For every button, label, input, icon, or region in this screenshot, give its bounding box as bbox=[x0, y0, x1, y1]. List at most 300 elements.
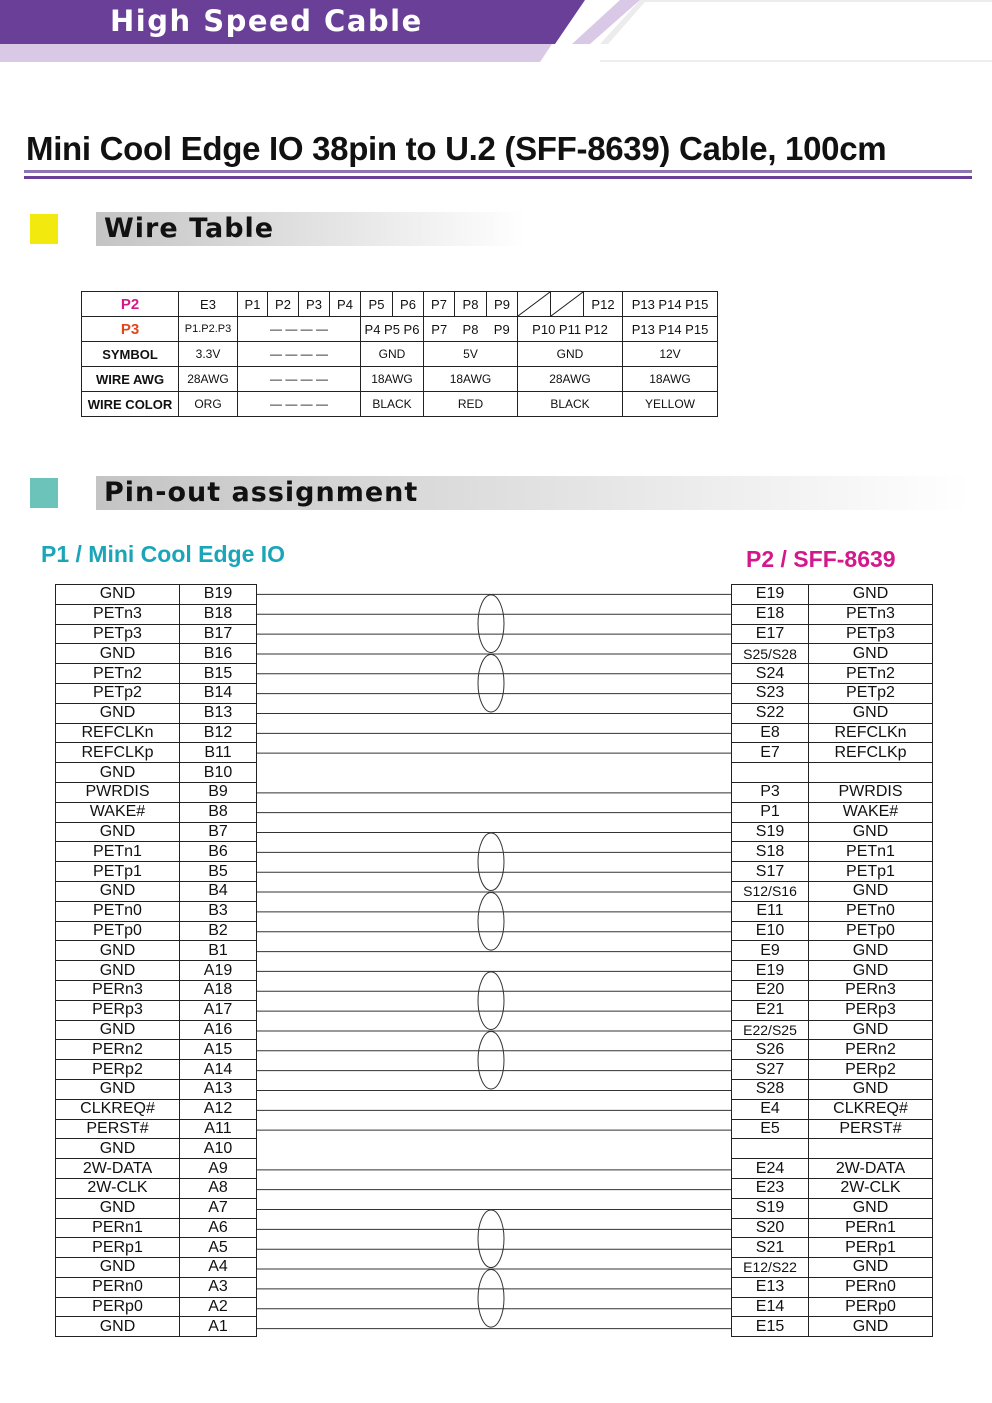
empty-diagonal-cell bbox=[551, 292, 584, 317]
twisted-pair-marker bbox=[478, 1031, 504, 1089]
table-cell: P1.P2.P3 bbox=[179, 317, 238, 342]
pin-number: E21 bbox=[732, 1000, 809, 1020]
p2-pin-table bbox=[731, 584, 933, 1337]
signal-name: GND bbox=[56, 644, 180, 664]
pin-number: B11 bbox=[180, 743, 257, 763]
signal-name: PETn0 bbox=[56, 901, 180, 921]
pin-number: B14 bbox=[180, 683, 257, 703]
p2-connector-title: P2 / SFF-8639 bbox=[746, 546, 896, 572]
pin-row bbox=[732, 1198, 933, 1218]
pin-row bbox=[732, 1297, 933, 1317]
pin-number: B9 bbox=[180, 782, 257, 802]
signal-name: GND bbox=[56, 1317, 180, 1337]
pin-row bbox=[56, 703, 257, 723]
signal-name bbox=[809, 1139, 933, 1159]
table-cell: P8 bbox=[455, 292, 487, 317]
table-cell: — — — — bbox=[238, 367, 361, 392]
signal-name: PERn1 bbox=[56, 1218, 180, 1238]
signal-name: PETn2 bbox=[56, 664, 180, 684]
header-banner bbox=[0, 0, 992, 70]
signal-name: PERn0 bbox=[809, 1277, 933, 1297]
signal-name: CLKREQ# bbox=[809, 1099, 933, 1119]
wire-table bbox=[81, 291, 718, 417]
pin-number: A19 bbox=[180, 961, 257, 981]
pin-row bbox=[732, 1218, 933, 1238]
table-cell: P7 bbox=[424, 317, 455, 342]
signal-name: GND bbox=[809, 822, 933, 842]
pin-number: S18 bbox=[732, 842, 809, 862]
title-underline bbox=[24, 170, 972, 182]
section-title: Pin-out assignment bbox=[104, 477, 419, 508]
section-title: Wire Table bbox=[104, 213, 275, 244]
signal-name: PETn3 bbox=[56, 604, 180, 624]
pin-number: B1 bbox=[180, 941, 257, 961]
table-cell: ORG bbox=[179, 392, 238, 417]
signal-name: 2W-CLK bbox=[56, 1178, 180, 1198]
pin-row bbox=[732, 1159, 933, 1179]
pinout-section-heading bbox=[30, 476, 970, 510]
signal-name: PERn2 bbox=[56, 1040, 180, 1060]
pin-row bbox=[56, 802, 257, 822]
pin-row bbox=[732, 1079, 933, 1099]
pin-number: E10 bbox=[732, 921, 809, 941]
pin-row bbox=[56, 901, 257, 921]
p1-pin-table bbox=[55, 584, 257, 1337]
table-cell: P4 bbox=[330, 292, 361, 317]
signal-name: GND bbox=[56, 941, 180, 961]
pin-row bbox=[732, 802, 933, 822]
table-cell: BLACK bbox=[518, 392, 623, 417]
pin-number: B8 bbox=[180, 802, 257, 822]
signal-name: GND bbox=[56, 1139, 180, 1159]
pin-number: E19 bbox=[732, 585, 809, 605]
signal-name: GND bbox=[809, 1317, 933, 1337]
pin-row bbox=[732, 763, 933, 783]
pin-row bbox=[732, 644, 933, 664]
pin-number: S23 bbox=[732, 683, 809, 703]
table-cell: — — — — bbox=[238, 342, 361, 367]
signal-name: PERST# bbox=[56, 1119, 180, 1139]
signal-name: PERp3 bbox=[809, 1000, 933, 1020]
signal-name: PERn2 bbox=[809, 1040, 933, 1060]
table-cell: P8 bbox=[455, 317, 487, 342]
pin-row bbox=[732, 624, 933, 644]
pin-row bbox=[56, 1000, 257, 1020]
signal-name: GND bbox=[56, 1020, 180, 1040]
signal-name: GND bbox=[809, 1258, 933, 1278]
table-cell: YELLOW bbox=[623, 392, 718, 417]
pin-number: A2 bbox=[180, 1297, 257, 1317]
table-row bbox=[82, 292, 718, 317]
twisted-pair-marker bbox=[478, 1270, 504, 1328]
pin-row bbox=[56, 1020, 257, 1040]
table-cell: 12V bbox=[623, 342, 718, 367]
pin-number: P1 bbox=[732, 802, 809, 822]
pin-number: A5 bbox=[180, 1238, 257, 1258]
signal-name: PERp0 bbox=[809, 1297, 933, 1317]
pin-number: B5 bbox=[180, 862, 257, 882]
table-cell: BLACK bbox=[361, 392, 424, 417]
table-cell: GND bbox=[361, 342, 424, 367]
pin-number bbox=[732, 1139, 809, 1159]
signal-name: PERp2 bbox=[56, 1060, 180, 1080]
pin-row bbox=[732, 604, 933, 624]
pin-row bbox=[56, 585, 257, 605]
pin-row bbox=[56, 980, 257, 1000]
signal-name: PERn1 bbox=[809, 1218, 933, 1238]
signal-name: GND bbox=[809, 941, 933, 961]
pin-number: A10 bbox=[180, 1139, 257, 1159]
signal-name: PERn3 bbox=[56, 980, 180, 1000]
pin-row bbox=[732, 1238, 933, 1258]
signal-name: WAKE# bbox=[56, 802, 180, 822]
pin-number: A3 bbox=[180, 1277, 257, 1297]
pin-number: B6 bbox=[180, 842, 257, 862]
table-row bbox=[82, 367, 718, 392]
signal-name: PERn0 bbox=[56, 1277, 180, 1297]
pin-number: B17 bbox=[180, 624, 257, 644]
pin-number: A13 bbox=[180, 1079, 257, 1099]
pin-row bbox=[56, 921, 257, 941]
signal-name: 2W-DATA bbox=[56, 1159, 180, 1179]
pin-row bbox=[732, 664, 933, 684]
table-cell: P9 bbox=[487, 317, 518, 342]
pin-row bbox=[732, 822, 933, 842]
pin-row bbox=[732, 1178, 933, 1198]
section-marker bbox=[30, 214, 58, 244]
signal-name: PERn3 bbox=[809, 980, 933, 1000]
pin-row bbox=[56, 1159, 257, 1179]
pin-number: E11 bbox=[732, 901, 809, 921]
pin-number: B2 bbox=[180, 921, 257, 941]
pin-row bbox=[732, 842, 933, 862]
pin-number: A7 bbox=[180, 1198, 257, 1218]
table-cell: P1 bbox=[238, 292, 268, 317]
pin-row bbox=[56, 881, 257, 901]
pin-row bbox=[732, 1277, 933, 1297]
table-cell: P6 bbox=[393, 292, 424, 317]
pin-row bbox=[56, 664, 257, 684]
signal-name: PETp1 bbox=[56, 862, 180, 882]
signal-name: GND bbox=[809, 1079, 933, 1099]
signal-name: GND bbox=[809, 703, 933, 723]
pin-number: B4 bbox=[180, 881, 257, 901]
pin-number: B12 bbox=[180, 723, 257, 743]
signal-name: CLKREQ# bbox=[56, 1099, 180, 1119]
signal-name: GND bbox=[56, 703, 180, 723]
pin-row bbox=[56, 862, 257, 882]
signal-name: PWRDIS bbox=[56, 782, 180, 802]
pin-row bbox=[732, 683, 933, 703]
table-cell: 18AWG bbox=[424, 367, 518, 392]
signal-name: PETp2 bbox=[809, 683, 933, 703]
signal-name: PETp0 bbox=[56, 921, 180, 941]
signal-name: PETp1 bbox=[809, 862, 933, 882]
pin-row bbox=[732, 941, 933, 961]
pin-number: E4 bbox=[732, 1099, 809, 1119]
pin-row bbox=[56, 1297, 257, 1317]
wire-table-section-heading bbox=[30, 212, 970, 246]
pin-number: B19 bbox=[180, 585, 257, 605]
pin-number: A9 bbox=[180, 1159, 257, 1179]
pin-row bbox=[56, 822, 257, 842]
pin-row bbox=[56, 1277, 257, 1297]
pin-number: A17 bbox=[180, 1000, 257, 1020]
pin-row bbox=[732, 1119, 933, 1139]
table-cell: P13 P14 P15 bbox=[623, 317, 718, 342]
pin-number: A6 bbox=[180, 1218, 257, 1238]
pin-row bbox=[732, 1139, 933, 1159]
table-cell: E3 bbox=[179, 292, 238, 317]
signal-name: GND bbox=[56, 822, 180, 842]
pin-number: A8 bbox=[180, 1178, 257, 1198]
pin-row bbox=[732, 862, 933, 882]
signal-name: GND bbox=[56, 1258, 180, 1278]
pin-number: B10 bbox=[180, 763, 257, 783]
pin-row bbox=[56, 1099, 257, 1119]
pin-number: S27 bbox=[732, 1060, 809, 1080]
pin-number: A14 bbox=[180, 1060, 257, 1080]
signal-name: PETp2 bbox=[56, 683, 180, 703]
pin-row bbox=[56, 961, 257, 981]
table-row bbox=[82, 342, 718, 367]
pin-number: E13 bbox=[732, 1277, 809, 1297]
table-cell: — — — — bbox=[238, 317, 361, 342]
table-cell: P7 bbox=[424, 292, 455, 317]
pin-number: S17 bbox=[732, 862, 809, 882]
pin-number bbox=[732, 763, 809, 783]
signal-name bbox=[809, 763, 933, 783]
pin-number: E5 bbox=[732, 1119, 809, 1139]
pin-number: E18 bbox=[732, 604, 809, 624]
row-label: P2 bbox=[82, 292, 179, 317]
table-cell: 3.3V bbox=[179, 342, 238, 367]
pin-number: E17 bbox=[732, 624, 809, 644]
pin-row bbox=[56, 782, 257, 802]
table-cell: P12 bbox=[584, 292, 623, 317]
signal-name: PERST# bbox=[809, 1119, 933, 1139]
pin-row bbox=[56, 1040, 257, 1060]
pin-row bbox=[56, 1060, 257, 1080]
pin-number: B13 bbox=[180, 703, 257, 723]
table-row bbox=[82, 392, 718, 417]
signal-name: GND bbox=[809, 644, 933, 664]
pin-number: A18 bbox=[180, 980, 257, 1000]
row-label: WIRE COLOR bbox=[82, 392, 179, 417]
pin-row bbox=[732, 980, 933, 1000]
pin-row bbox=[56, 1238, 257, 1258]
pin-row bbox=[56, 941, 257, 961]
pin-number: E7 bbox=[732, 743, 809, 763]
twisted-pair-marker bbox=[478, 654, 504, 712]
table-cell: P5 bbox=[361, 292, 393, 317]
pin-number: S25/S28 bbox=[732, 644, 809, 664]
pin-number: E22/S25 bbox=[732, 1020, 809, 1040]
pin-row bbox=[732, 1000, 933, 1020]
signal-name: REFCLKp bbox=[809, 743, 933, 763]
pin-row bbox=[732, 1258, 933, 1278]
pin-row bbox=[732, 723, 933, 743]
pin-number: E8 bbox=[732, 723, 809, 743]
row-label: WIRE AWG bbox=[82, 367, 179, 392]
pin-row bbox=[732, 703, 933, 723]
signal-name: PERp3 bbox=[56, 1000, 180, 1020]
signal-name: REFCLKn bbox=[56, 723, 180, 743]
pin-number: B16 bbox=[180, 644, 257, 664]
section-marker bbox=[30, 478, 58, 508]
banner-title: High Speed Cable bbox=[110, 4, 423, 38]
signal-name: GND bbox=[809, 961, 933, 981]
signal-name: PERp0 bbox=[56, 1297, 180, 1317]
signal-name: PETn1 bbox=[809, 842, 933, 862]
twisted-pair-marker bbox=[478, 833, 504, 891]
pin-number: B3 bbox=[180, 901, 257, 921]
signal-name: REFCLKp bbox=[56, 743, 180, 763]
table-cell: P10 P11 P12 bbox=[518, 317, 623, 342]
signal-name: REFCLKn bbox=[809, 723, 933, 743]
signal-name: PWRDIS bbox=[809, 782, 933, 802]
pin-number: E24 bbox=[732, 1159, 809, 1179]
empty-diagonal-cell bbox=[518, 292, 551, 317]
signal-name: PERp1 bbox=[56, 1238, 180, 1258]
pin-number: S12/S16 bbox=[732, 881, 809, 901]
pin-number: S28 bbox=[732, 1079, 809, 1099]
p1-connector-title: P1 / Mini Cool Edge IO bbox=[41, 541, 286, 567]
pin-row bbox=[56, 644, 257, 664]
signal-name: GND bbox=[809, 1198, 933, 1218]
table-cell: 18AWG bbox=[361, 367, 424, 392]
table-cell: P3 bbox=[299, 292, 330, 317]
pin-row bbox=[732, 782, 933, 802]
pin-row bbox=[732, 743, 933, 763]
pin-number: S26 bbox=[732, 1040, 809, 1060]
signal-name: PERp1 bbox=[809, 1238, 933, 1258]
signal-name: PETn3 bbox=[809, 604, 933, 624]
pin-number: B18 bbox=[180, 604, 257, 624]
pin-row bbox=[56, 1317, 257, 1337]
table-cell: 18AWG bbox=[623, 367, 718, 392]
pin-number: E9 bbox=[732, 941, 809, 961]
signal-name: GND bbox=[56, 961, 180, 981]
table-cell: P2 bbox=[268, 292, 299, 317]
table-cell: RED bbox=[424, 392, 518, 417]
pin-number: S24 bbox=[732, 664, 809, 684]
signal-name: PETn1 bbox=[56, 842, 180, 862]
pin-number: S22 bbox=[732, 703, 809, 723]
pin-number: P3 bbox=[732, 782, 809, 802]
signal-name: PETp0 bbox=[809, 921, 933, 941]
signal-name: GND bbox=[56, 1079, 180, 1099]
pin-row bbox=[732, 1040, 933, 1060]
signal-name: GND bbox=[809, 1020, 933, 1040]
table-row bbox=[82, 317, 718, 342]
pin-number: A1 bbox=[180, 1317, 257, 1337]
table-cell: 5V bbox=[424, 342, 518, 367]
pin-row bbox=[732, 1020, 933, 1040]
signal-name: GND bbox=[56, 585, 180, 605]
table-cell: P4 P5 P6 bbox=[361, 317, 424, 342]
row-label: SYMBOL bbox=[82, 342, 179, 367]
signal-name: GND bbox=[56, 1198, 180, 1218]
signal-name: PETn2 bbox=[809, 664, 933, 684]
signal-name: GND bbox=[809, 881, 933, 901]
page-title: Mini Cool Edge IO 38pin to U.2 (SFF-8639) Cable, 100cm bbox=[26, 130, 887, 167]
twisted-pair-marker bbox=[478, 893, 504, 951]
signal-name: 2W-CLK bbox=[809, 1178, 933, 1198]
table-cell: 28AWG bbox=[518, 367, 623, 392]
twisted-pair-marker bbox=[478, 595, 504, 653]
signal-name: WAKE# bbox=[809, 802, 933, 822]
pin-number: A12 bbox=[180, 1099, 257, 1119]
pin-row bbox=[56, 1198, 257, 1218]
pin-number: E20 bbox=[732, 980, 809, 1000]
pin-row bbox=[732, 881, 933, 901]
pin-row bbox=[732, 1060, 933, 1080]
signal-name: 2W-DATA bbox=[809, 1159, 933, 1179]
twisted-pair-marker bbox=[478, 1210, 504, 1268]
pin-row bbox=[732, 921, 933, 941]
pin-row bbox=[732, 1317, 933, 1337]
pin-row bbox=[732, 901, 933, 921]
pin-number: S20 bbox=[732, 1218, 809, 1238]
pin-row bbox=[56, 604, 257, 624]
pin-number: E14 bbox=[732, 1297, 809, 1317]
pin-row bbox=[56, 1139, 257, 1159]
signal-name: PETn0 bbox=[809, 901, 933, 921]
twisted-pair-marker bbox=[478, 972, 504, 1030]
pin-number: S21 bbox=[732, 1238, 809, 1258]
pin-number: E19 bbox=[732, 961, 809, 981]
pin-number: E15 bbox=[732, 1317, 809, 1337]
pin-row bbox=[56, 624, 257, 644]
table-cell: 28AWG bbox=[179, 367, 238, 392]
row-label: P3 bbox=[82, 317, 179, 342]
pin-row bbox=[732, 1099, 933, 1119]
pin-number: E12/S22 bbox=[732, 1258, 809, 1278]
pin-row bbox=[56, 1218, 257, 1238]
wire-connections bbox=[257, 584, 731, 1338]
pin-row bbox=[56, 743, 257, 763]
pin-number: A16 bbox=[180, 1020, 257, 1040]
pin-number: A15 bbox=[180, 1040, 257, 1060]
pin-row bbox=[56, 1119, 257, 1139]
signal-name: GND bbox=[56, 881, 180, 901]
table-cell: GND bbox=[518, 342, 623, 367]
pin-row bbox=[56, 1258, 257, 1278]
table-cell: P13 P14 P15 bbox=[623, 292, 718, 317]
pin-number: A4 bbox=[180, 1258, 257, 1278]
pin-number: S19 bbox=[732, 822, 809, 842]
pin-number: A11 bbox=[180, 1119, 257, 1139]
pin-number: B15 bbox=[180, 664, 257, 684]
table-cell: — — — — bbox=[238, 392, 361, 417]
pin-number: E23 bbox=[732, 1178, 809, 1198]
pin-row bbox=[56, 1079, 257, 1099]
signal-name: PETp3 bbox=[809, 624, 933, 644]
pin-row bbox=[732, 961, 933, 981]
signal-name: PERp2 bbox=[809, 1060, 933, 1080]
pin-row bbox=[56, 842, 257, 862]
pin-row bbox=[732, 585, 933, 605]
pin-row bbox=[56, 1178, 257, 1198]
pin-number: B7 bbox=[180, 822, 257, 842]
pin-row bbox=[56, 723, 257, 743]
pin-number: S19 bbox=[732, 1198, 809, 1218]
pin-row bbox=[56, 683, 257, 703]
signal-name: GND bbox=[56, 763, 180, 783]
signal-name: GND bbox=[809, 585, 933, 605]
pin-row bbox=[56, 763, 257, 783]
